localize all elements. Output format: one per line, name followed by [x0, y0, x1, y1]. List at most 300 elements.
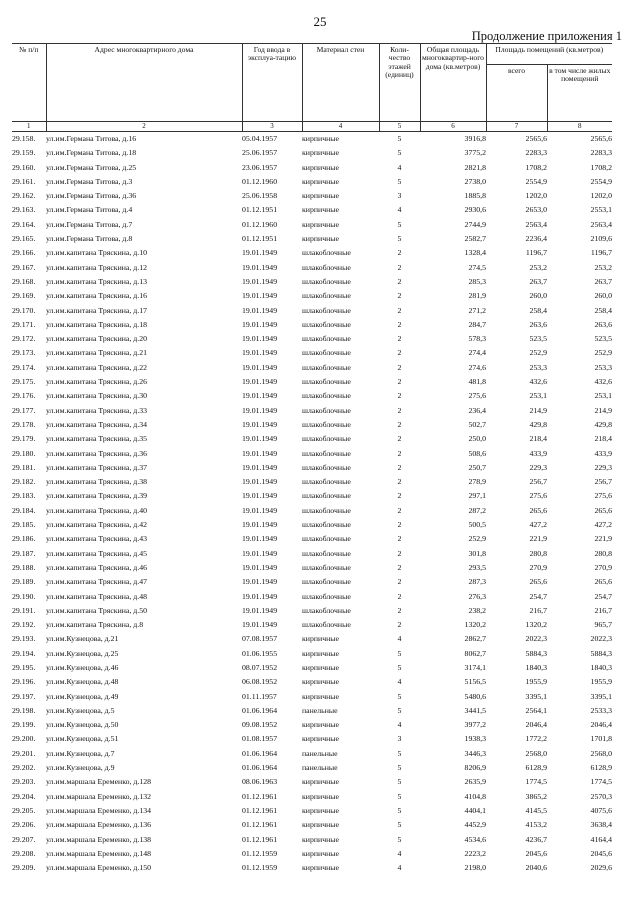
- address-cell: ул.им.капитана Тряскина, д.34: [46, 419, 147, 429]
- year-cell: 19.01.1949: [242, 562, 278, 572]
- row-number: 29.184.: [12, 505, 36, 515]
- total-area-cell: 276,3: [468, 591, 486, 601]
- row-number: 29.175.: [12, 377, 36, 387]
- floors-cell: 5: [397, 820, 402, 830]
- table-row: [12, 747, 612, 761]
- area-living-cell: 433,9: [594, 448, 612, 458]
- total-area-cell: 578,3: [468, 334, 486, 344]
- area-living-cell: 252,9: [594, 348, 612, 358]
- year-cell: 01.12.1960: [242, 176, 278, 186]
- row-number: 29.207.: [12, 834, 36, 844]
- address-cell: ул.им.капитана Тряскина, д.40: [46, 505, 147, 515]
- table-row: [12, 461, 612, 475]
- area-all-cell: 1772,2: [525, 734, 547, 744]
- area-all-cell: 1840,3: [525, 662, 547, 672]
- table-row: [12, 590, 612, 604]
- floors-cell: 2: [397, 534, 402, 544]
- total-area-cell: 301,8: [468, 548, 486, 558]
- row-number: 29.187.: [12, 548, 36, 558]
- area-all-cell: 1202,0: [525, 191, 547, 201]
- total-area-cell: 1938,3: [464, 734, 486, 744]
- material-cell: кирпичные: [302, 134, 339, 143]
- table-row: [12, 418, 612, 432]
- address-cell: ул.им.капитана Тряскина, д.16: [46, 291, 147, 301]
- year-cell: 19.01.1949: [242, 491, 278, 501]
- table-row: [12, 361, 612, 375]
- row-number: 29.183.: [12, 491, 36, 501]
- area-living-cell: 2563,4: [590, 219, 612, 229]
- year-cell: 19.01.1949: [242, 419, 278, 429]
- material-cell: шлакоблочные: [302, 362, 351, 372]
- row-number: 29.199.: [12, 720, 36, 730]
- area-living-cell: 229,3: [594, 462, 612, 472]
- material-cell: шлакоблочные: [302, 319, 351, 329]
- row-number: 29.167.: [12, 262, 36, 272]
- material-cell: шлакоблочные: [302, 491, 351, 501]
- area-living-cell: 275,6: [594, 491, 612, 501]
- year-cell: 01.08.1957: [242, 734, 278, 744]
- floors-cell: 4: [397, 634, 402, 644]
- table-row: [12, 618, 612, 632]
- floors-cell: 5: [397, 176, 402, 186]
- year-cell: 19.01.1949: [242, 505, 278, 515]
- row-number: 29.171.: [12, 319, 36, 329]
- floors-cell: 2: [397, 405, 402, 415]
- year-cell: 25.06.1958: [242, 191, 278, 201]
- year-cell: 19.01.1949: [242, 520, 278, 530]
- year-cell: 19.01.1949: [242, 620, 278, 630]
- area-all-cell: 265,6: [529, 505, 547, 515]
- year-cell: 01.12.1959: [242, 863, 278, 873]
- row-number: 29.197.: [12, 691, 36, 701]
- address-cell: ул.им.капитана Тряскина, д.37: [46, 462, 147, 472]
- area-living-cell: 2533,3: [590, 705, 612, 715]
- area-living-cell: 253,3: [594, 362, 612, 372]
- total-area-cell: 284,7: [468, 319, 486, 329]
- material-cell: кирпичные: [302, 834, 339, 844]
- address-cell: ул.им.Кузнецова, д.9: [46, 763, 115, 773]
- year-cell: 19.01.1949: [242, 362, 278, 372]
- address-cell: ул.им.капитана Тряскина, д.36: [46, 448, 147, 458]
- material-cell: шлакоблочные: [302, 348, 351, 358]
- year-cell: 19.01.1949: [242, 534, 278, 544]
- material-cell: кирпичные: [302, 219, 339, 229]
- year-cell: 19.01.1949: [242, 448, 278, 458]
- area-living-cell: 265,6: [594, 505, 612, 515]
- address-cell: ул.им.маршала Еременко, д.134: [46, 805, 152, 815]
- table-row: [12, 261, 612, 275]
- table-row: [12, 161, 612, 175]
- row-number: 29.173.: [12, 348, 36, 358]
- area-living-cell: 523,5: [594, 334, 612, 344]
- row-number: 29.200.: [12, 734, 36, 744]
- table-row: [12, 604, 612, 618]
- floors-cell: 5: [397, 805, 402, 815]
- row-number: 29.163.: [12, 205, 36, 215]
- floors-cell: 5: [397, 691, 402, 701]
- area-living-cell: 1701,8: [590, 734, 612, 744]
- row-number: 29.177.: [12, 405, 36, 415]
- floors-cell: 2: [397, 491, 402, 501]
- year-cell: 01.06.1964: [242, 705, 278, 715]
- total-area-cell: 274,6: [468, 362, 486, 372]
- row-number: 29.192.: [12, 620, 36, 630]
- table-row: [12, 718, 612, 732]
- year-cell: 01.06.1964: [242, 748, 278, 758]
- table-row: [12, 790, 612, 804]
- total-area-cell: 481,8: [468, 377, 486, 387]
- table-body: [12, 132, 612, 876]
- area-living-cell: 1196,7: [590, 248, 612, 258]
- address-cell: ул.им.капитана Тряскина, д.46: [46, 562, 147, 572]
- area-all-cell: 4153,2: [525, 820, 547, 830]
- material-cell: шлакоблочные: [302, 505, 351, 515]
- area-all-cell: 254,7: [529, 591, 547, 601]
- row-number: 29.188.: [12, 562, 36, 572]
- area-living-cell: 2553,1: [590, 205, 612, 215]
- table-row: [12, 532, 612, 546]
- year-cell: 19.01.1949: [242, 334, 278, 344]
- area-all-cell: 429,8: [529, 419, 547, 429]
- floors-cell: 2: [397, 434, 402, 444]
- area-all-cell: 218,4: [529, 434, 547, 444]
- address-cell: ул.им.Германа Титова, д.36: [46, 191, 137, 201]
- year-cell: 19.01.1949: [242, 477, 278, 487]
- row-number: 29.195.: [12, 662, 36, 672]
- row-number: 29.206.: [12, 820, 36, 830]
- year-cell: 19.01.1949: [242, 377, 278, 387]
- material-cell: шлакоблочные: [302, 520, 351, 530]
- total-area-cell: 4452,9: [464, 820, 486, 830]
- total-area-cell: 4104,8: [464, 791, 486, 801]
- material-cell: кирпичные: [302, 720, 339, 730]
- table-row: [12, 547, 612, 561]
- header-area-all: всего: [486, 65, 547, 122]
- area-living-cell: 1840,3: [590, 662, 612, 672]
- floors-cell: 2: [397, 620, 402, 630]
- area-all-cell: 2283,3: [525, 148, 547, 158]
- row-number: 29.174.: [12, 362, 36, 372]
- address-cell: ул.им.капитана Тряскина, д.8: [46, 620, 144, 630]
- address-cell: ул.им.капитана Тряскина, д.48: [46, 591, 147, 601]
- material-cell: кирпичные: [302, 777, 339, 787]
- address-cell: ул.им.капитана Тряскина, д.13: [46, 276, 147, 286]
- total-area-cell: 5480,6: [464, 691, 486, 701]
- area-living-cell: 2565,6: [590, 134, 612, 143]
- material-cell: кирпичные: [302, 191, 339, 201]
- area-all-cell: 263,6: [529, 319, 547, 329]
- floors-cell: 5: [397, 748, 402, 758]
- total-area-cell: 8062,7: [464, 648, 486, 658]
- total-area-cell: 2821,8: [464, 162, 486, 172]
- area-all-cell: 2563,4: [525, 219, 547, 229]
- area-living-cell: 265,6: [594, 577, 612, 587]
- row-number: 29.180.: [12, 448, 36, 458]
- row-number: 29.164.: [12, 219, 36, 229]
- material-cell: шлакоблочные: [302, 620, 351, 630]
- header-year: Год ввода в эксплуа-тацию: [242, 44, 302, 122]
- table-row: [12, 632, 612, 646]
- total-area-cell: 8206,9: [464, 763, 486, 773]
- row-number: 29.209.: [12, 863, 36, 873]
- material-cell: кирпичные: [302, 148, 339, 158]
- table-row: [12, 861, 612, 875]
- floors-cell: 2: [397, 362, 402, 372]
- floors-cell: 3: [397, 191, 402, 201]
- total-area-cell: 2582,7: [464, 234, 486, 244]
- material-cell: шлакоблочные: [302, 377, 351, 387]
- total-area-cell: 285,3: [468, 276, 486, 286]
- year-cell: 19.01.1949: [242, 462, 278, 472]
- material-cell: шлакоблочные: [302, 577, 351, 587]
- address-cell: ул.им.Германа Титова, д.8: [46, 234, 133, 244]
- material-cell: панельные: [302, 748, 338, 758]
- header-premises-area: Площадь помещений (кв.метров): [486, 44, 612, 65]
- area-living-cell: 1708,2: [590, 162, 612, 172]
- table-row: [12, 704, 612, 718]
- header-address: Адрес многоквартирного дома: [46, 44, 242, 122]
- table-row: [12, 818, 612, 832]
- address-cell: ул.им.Германа Титова, д.16: [46, 134, 137, 143]
- area-living-cell: 1774,5: [590, 777, 612, 787]
- address-cell: ул.им.капитана Тряскина, д.18: [46, 319, 147, 329]
- floors-cell: 2: [397, 291, 402, 301]
- row-number: 29.196.: [12, 677, 36, 687]
- material-cell: шлакоблочные: [302, 419, 351, 429]
- floors-cell: 2: [397, 276, 402, 286]
- area-living-cell: 254,7: [594, 591, 612, 601]
- table-row: [12, 833, 612, 847]
- floors-cell: 2: [397, 305, 402, 315]
- year-cell: 25.06.1957: [242, 148, 278, 158]
- area-living-cell: 965,7: [594, 620, 612, 630]
- area-all-cell: 1774,5: [525, 777, 547, 787]
- row-number: 29.178.: [12, 419, 36, 429]
- total-area-cell: 1885,8: [464, 191, 486, 201]
- total-area-cell: 274,4: [468, 348, 486, 358]
- row-number: 29.172.: [12, 334, 36, 344]
- area-living-cell: 1202,0: [590, 191, 612, 201]
- area-all-cell: 523,5: [529, 334, 547, 344]
- area-living-cell: 3638,4: [590, 820, 612, 830]
- material-cell: кирпичные: [302, 162, 339, 172]
- year-cell: 08.06.1963: [242, 777, 278, 787]
- year-cell: 01.06.1964: [242, 763, 278, 773]
- table-row: [12, 661, 612, 675]
- total-area-cell: 287,2: [468, 505, 486, 515]
- total-area-cell: 500,5: [468, 520, 486, 530]
- table-row: [12, 375, 612, 389]
- header-num: № п/п: [12, 44, 46, 122]
- area-living-cell: 6128,9: [590, 763, 612, 773]
- area-all-cell: 2564,1: [525, 705, 547, 715]
- table-row: [12, 647, 612, 661]
- total-area-cell: 252,9: [468, 534, 486, 544]
- floors-cell: 2: [397, 548, 402, 558]
- address-cell: ул.им.капитана Тряскина, д.22: [46, 362, 147, 372]
- area-living-cell: 258,4: [594, 305, 612, 315]
- table-row: [12, 804, 612, 818]
- area-all-cell: 2022,3: [525, 634, 547, 644]
- area-living-cell: 3395,1: [590, 691, 612, 701]
- floors-cell: 5: [397, 763, 402, 773]
- floors-cell: 2: [397, 377, 402, 387]
- row-number: 29.169.: [12, 291, 36, 301]
- area-all-cell: 256,7: [529, 477, 547, 487]
- area-all-cell: 270,9: [529, 562, 547, 572]
- address-cell: ул.им.капитана Тряскина, д.26: [46, 377, 147, 387]
- row-number: 29.168.: [12, 276, 36, 286]
- total-area-cell: 2930,6: [464, 205, 486, 215]
- material-cell: кирпичные: [302, 648, 339, 658]
- address-cell: ул.им.Кузнецова, д.50: [46, 720, 119, 730]
- row-number: 29.191.: [12, 605, 36, 615]
- floors-cell: 2: [397, 348, 402, 358]
- column-number: 1: [12, 122, 46, 132]
- total-area-cell: 297,1: [468, 491, 486, 501]
- year-cell: 19.01.1949: [242, 305, 278, 315]
- address-cell: ул.им.капитана Тряскина, д.42: [46, 520, 147, 530]
- area-living-cell: 253,1: [594, 391, 612, 401]
- area-living-cell: 2029,6: [590, 863, 612, 873]
- year-cell: 08.07.1952: [242, 662, 278, 672]
- area-all-cell: 3395,1: [525, 691, 547, 701]
- area-all-cell: 260,0: [529, 291, 547, 301]
- address-cell: ул.им.Германа Титова, д.3: [46, 176, 133, 186]
- address-cell: ул.им.Германа Титова, д.7: [46, 219, 133, 229]
- area-living-cell: 270,9: [594, 562, 612, 572]
- row-number: 29.185.: [12, 520, 36, 530]
- table-row: [12, 332, 612, 346]
- address-cell: ул.им.маршала Еременко, д.128: [46, 777, 152, 787]
- area-all-cell: 1320,2: [525, 620, 547, 630]
- area-living-cell: 216,7: [594, 605, 612, 615]
- total-area-cell: 502,7: [468, 419, 486, 429]
- total-area-cell: 250,7: [468, 462, 486, 472]
- area-living-cell: 2045,6: [590, 848, 612, 858]
- year-cell: 01.06.1955: [242, 648, 278, 658]
- area-living-cell: 4164,4: [590, 834, 612, 844]
- year-cell: 01.12.1961: [242, 834, 278, 844]
- area-all-cell: 433,9: [529, 448, 547, 458]
- material-cell: шлакоблочные: [302, 291, 351, 301]
- total-area-cell: 3916,8: [464, 134, 486, 143]
- area-living-cell: 4075,6: [590, 805, 612, 815]
- row-number: 29.198.: [12, 705, 36, 715]
- area-living-cell: 253,2: [594, 262, 612, 272]
- total-area-cell: 238,2: [468, 605, 486, 615]
- floors-cell: 2: [397, 248, 402, 258]
- row-number: 29.205.: [12, 805, 36, 815]
- area-all-cell: 229,3: [529, 462, 547, 472]
- floors-cell: 3: [397, 734, 402, 744]
- column-number: 4: [302, 122, 379, 132]
- total-area-cell: 3446,3: [464, 748, 486, 758]
- total-area-cell: 4534,6: [464, 834, 486, 844]
- floors-cell: 4: [397, 205, 402, 215]
- area-all-cell: 252,9: [529, 348, 547, 358]
- appendix-continuation-caption: Продолжение приложения 1: [471, 29, 622, 43]
- total-area-cell: 2198,0: [464, 863, 486, 873]
- address-cell: ул.им.капитана Тряскина, д.17: [46, 305, 147, 315]
- row-number: 29.160.: [12, 162, 36, 172]
- area-all-cell: 2045,6: [525, 848, 547, 858]
- table-row: [12, 847, 612, 861]
- total-area-cell: 1328,4: [464, 248, 486, 258]
- year-cell: 19.01.1949: [242, 434, 278, 444]
- floors-cell: 2: [397, 605, 402, 615]
- area-all-cell: 1196,7: [525, 248, 547, 258]
- address-cell: ул.им.Германа Титова, д.18: [46, 148, 137, 158]
- material-cell: шлакоблочные: [302, 477, 351, 487]
- address-cell: ул.им.Германа Титова, д.25: [46, 162, 137, 172]
- address-cell: ул.им.капитана Тряскина, д.12: [46, 262, 147, 272]
- column-numbers-row: [12, 122, 612, 132]
- total-area-cell: 3977,2: [464, 720, 486, 730]
- area-living-cell: 5884,3: [590, 648, 612, 658]
- address-cell: ул.им.капитана Тряскина, д.30: [46, 391, 147, 401]
- address-cell: ул.им.Кузнецова, д.25: [46, 648, 119, 658]
- address-cell: ул.им.капитана Тряскина, д.47: [46, 577, 147, 587]
- material-cell: кирпичные: [302, 734, 339, 744]
- area-all-cell: 265,6: [529, 577, 547, 587]
- total-area-cell: 293,5: [468, 562, 486, 572]
- material-cell: шлакоблочные: [302, 405, 351, 415]
- floors-cell: 5: [397, 648, 402, 658]
- buildings-table: [12, 43, 612, 875]
- area-living-cell: 432,6: [594, 377, 612, 387]
- area-all-cell: 2554,9: [525, 176, 547, 186]
- row-number: 29.193.: [12, 634, 36, 644]
- table-row: [12, 389, 612, 403]
- floors-cell: 4: [397, 720, 402, 730]
- table-row: [12, 404, 612, 418]
- address-cell: ул.им.маршала Еременко, д.132: [46, 791, 152, 801]
- area-all-cell: 2046,4: [525, 720, 547, 730]
- floors-cell: 5: [397, 234, 402, 244]
- floors-cell: 5: [397, 834, 402, 844]
- address-cell: ул.им.маршала Еременко, д.138: [46, 834, 152, 844]
- material-cell: панельные: [302, 763, 338, 773]
- address-cell: ул.им.капитана Тряскина, д.50: [46, 605, 147, 615]
- total-area-cell: 271,2: [468, 305, 486, 315]
- row-number: 29.186.: [12, 534, 36, 544]
- column-number: 7: [486, 122, 547, 132]
- area-living-cell: 1955,9: [590, 677, 612, 687]
- area-all-cell: 263,7: [529, 276, 547, 286]
- row-number: 29.189.: [12, 577, 36, 587]
- year-cell: 01.11.1957: [242, 691, 277, 701]
- header-total-area: Общая площадь многоквартир-ного дома (кв.метров): [420, 44, 486, 122]
- row-number: 29.190.: [12, 591, 36, 601]
- area-all-cell: 2568,0: [525, 748, 547, 758]
- address-cell: ул.им.капитана Тряскина, д.35: [46, 434, 147, 444]
- material-cell: кирпичные: [302, 691, 339, 701]
- address-cell: ул.им.маршала Еременко, д.148: [46, 848, 152, 858]
- table-row: [12, 561, 612, 575]
- floors-cell: 2: [397, 591, 402, 601]
- material-cell: кирпичные: [302, 820, 339, 830]
- column-number: 5: [379, 122, 420, 132]
- total-area-cell: 287,3: [468, 577, 486, 587]
- area-all-cell: 253,1: [529, 391, 547, 401]
- area-living-cell: 2568,0: [590, 748, 612, 758]
- material-cell: шлакоблочные: [302, 262, 351, 272]
- area-all-cell: 1708,2: [525, 162, 547, 172]
- table-row: [12, 232, 612, 246]
- total-area-cell: 2744,9: [464, 219, 486, 229]
- row-number: 29.181.: [12, 462, 36, 472]
